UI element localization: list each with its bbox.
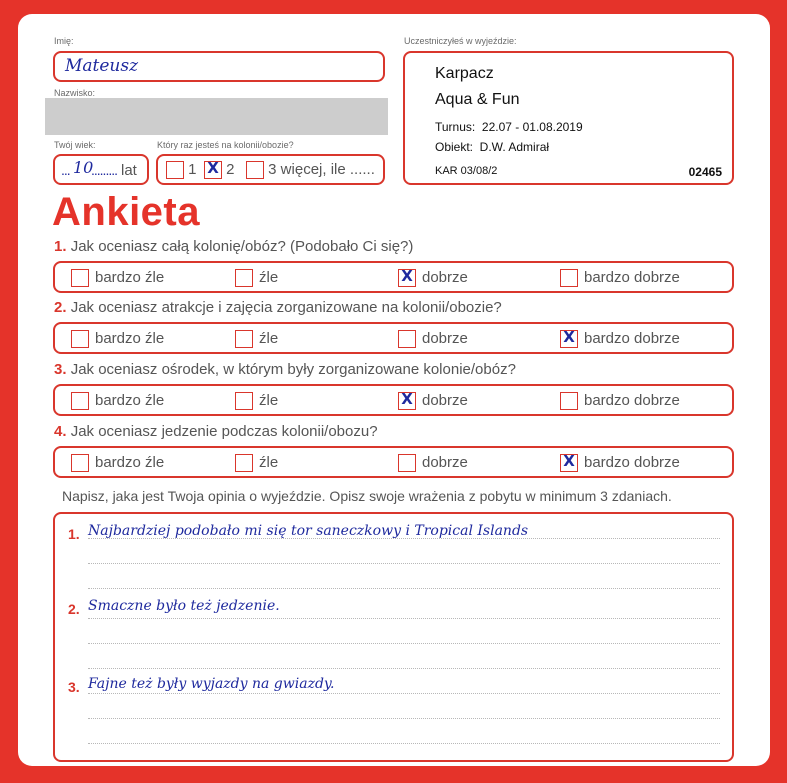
question-number: 2.	[54, 299, 67, 316]
answer-option[interactable]	[398, 330, 468, 348]
question-text	[54, 299, 502, 316]
trip-turnus: Turnus: 22.07 - 01.08.2019	[435, 120, 583, 134]
times-option-1[interactable]: 1	[166, 161, 197, 179]
answer-label: bardzo dobrze	[584, 454, 680, 471]
checkbox[interactable]	[71, 454, 89, 472]
checkbox[interactable]	[398, 454, 416, 472]
answer-label: dobrze	[422, 392, 468, 409]
answer-label: bardzo źle	[95, 454, 165, 471]
response-text: Smaczne było też jedzenie.	[88, 598, 280, 614]
name-value: Mateusz	[65, 56, 139, 76]
checkbox[interactable]	[71, 269, 89, 287]
times-option-2[interactable]: X 2	[204, 161, 235, 179]
answer-label: bardzo dobrze	[584, 269, 680, 286]
writing-line	[88, 563, 720, 564]
checkbox[interactable]	[235, 330, 253, 348]
question-number: 1.	[54, 238, 67, 255]
times-option-3[interactable]: 3 więcej, ile ......	[246, 161, 375, 179]
check-mark: X	[563, 328, 575, 347]
checkbox[interactable]	[398, 330, 416, 348]
response-text: Najbardziej podobało mi się tor saneczkowy i Tropical Islands	[88, 523, 529, 539]
answer-option[interactable]	[560, 269, 680, 287]
trip-name: Aqua & Fun	[435, 91, 520, 108]
checkbox[interactable]	[235, 269, 253, 287]
question-text	[54, 361, 516, 378]
answer-option[interactable]	[71, 392, 164, 410]
response-text: Fajne też były wyjazdy na gwiazdy.	[88, 676, 335, 692]
answer-option[interactable]	[398, 269, 468, 287]
answer-label: źle	[259, 330, 279, 347]
checkbox[interactable]	[235, 392, 253, 410]
answer-option[interactable]	[235, 269, 278, 287]
question-label: Jak oceniasz jedzenie podczas kolonii/obozu?	[70, 423, 378, 440]
age-dots-after: .........	[91, 162, 118, 178]
times-field	[156, 154, 385, 185]
checkbox-checked[interactable]	[560, 330, 578, 348]
times-label: Który raz jesteś na kolonii/obozie?	[157, 140, 294, 150]
answer-label: bardzo dobrze	[584, 392, 680, 409]
checkbox-checked[interactable]	[398, 269, 416, 287]
answer-label: bardzo źle	[95, 269, 165, 286]
name-label: Imię:	[54, 36, 74, 46]
checkbox[interactable]	[560, 392, 578, 410]
answer-option[interactable]	[560, 454, 680, 472]
writing-line	[88, 693, 720, 694]
answer-label: dobrze	[422, 330, 468, 347]
question-label: Jak oceniasz atrakcje i zajęcia zorganizowane na kolonii/obozie?	[70, 299, 502, 316]
answer-option[interactable]	[560, 392, 680, 410]
surname-redaction	[45, 98, 388, 135]
name-field[interactable]	[53, 51, 385, 82]
answer-option[interactable]	[235, 330, 278, 348]
opinion-prompt: Napisz, jaka jest Twoja opinia o wyjeździe. Opisz swoje wrażenia z pobytu w minimum 3 zdaniach.	[62, 488, 672, 504]
answer-row	[53, 384, 734, 416]
trip-obiekt: Obiekt: D.W. Admirał	[435, 140, 550, 154]
answer-label: źle	[259, 454, 279, 471]
writing-line	[88, 618, 720, 619]
answer-option[interactable]	[560, 330, 680, 348]
question-text	[54, 238, 413, 255]
checkbox-checked[interactable]	[398, 392, 416, 410]
age-value: 10	[73, 158, 94, 177]
check-mark: X	[401, 390, 413, 409]
response-number: 3.	[68, 679, 80, 695]
answer-row	[53, 322, 734, 354]
answer-option[interactable]	[71, 330, 164, 348]
writing-line	[88, 743, 720, 744]
check-mark: X	[401, 267, 413, 286]
answer-option[interactable]	[398, 454, 468, 472]
question-text	[54, 423, 378, 440]
age-label: Twój wiek:	[54, 140, 96, 150]
age-field[interactable]	[53, 154, 149, 185]
age-dots-before: ...	[61, 162, 70, 178]
answer-label: źle	[259, 392, 279, 409]
checkbox-checked[interactable]	[204, 161, 222, 179]
check-mark: X	[207, 159, 219, 178]
answer-label: bardzo źle	[95, 330, 165, 347]
answer-option[interactable]	[71, 269, 164, 287]
surname-label: Nazwisko:	[54, 88, 96, 98]
question-number: 3.	[54, 361, 67, 378]
answer-label: bardzo źle	[95, 392, 165, 409]
trip-code: KAR 03/08/2	[435, 165, 498, 177]
answer-option[interactable]	[71, 454, 164, 472]
trip-city: Karpacz	[435, 65, 494, 82]
checkbox[interactable]	[71, 392, 89, 410]
answer-option[interactable]	[398, 392, 468, 410]
page-title: Ankieta	[52, 190, 200, 234]
checkbox[interactable]	[166, 161, 184, 179]
checkbox[interactable]	[246, 161, 264, 179]
participant-label: Uczestniczyłeś w wyjeździe:	[404, 36, 517, 46]
age-unit: lat	[121, 162, 137, 179]
checkbox[interactable]	[71, 330, 89, 348]
question-number: 4.	[54, 423, 67, 440]
trip-number: 02465	[688, 165, 722, 179]
question-label: Jak oceniasz ośrodek, w którym były zorganizowane kolonie/obóz?	[70, 361, 516, 378]
checkbox[interactable]	[235, 454, 253, 472]
writing-line	[88, 718, 720, 719]
answer-label: dobrze	[422, 454, 468, 471]
question-label: Jak oceniasz całą kolonię/obóz? (Podobało Ci się?)	[70, 238, 414, 255]
answer-option[interactable]	[235, 392, 278, 410]
checkbox-checked[interactable]	[560, 454, 578, 472]
check-mark: X	[563, 452, 575, 471]
answer-label: źle	[259, 269, 279, 286]
answer-row	[53, 261, 734, 293]
response-number: 1.	[68, 526, 80, 542]
opinion-box[interactable]	[53, 512, 734, 762]
writing-line	[88, 668, 720, 669]
answer-option[interactable]	[235, 454, 278, 472]
answer-row	[53, 446, 734, 478]
checkbox[interactable]	[560, 269, 578, 287]
writing-line	[88, 643, 720, 644]
response-number: 2.	[68, 601, 80, 617]
answer-label: bardzo dobrze	[584, 330, 680, 347]
writing-line	[88, 588, 720, 589]
trip-card	[403, 51, 734, 185]
answer-label: dobrze	[422, 269, 468, 286]
